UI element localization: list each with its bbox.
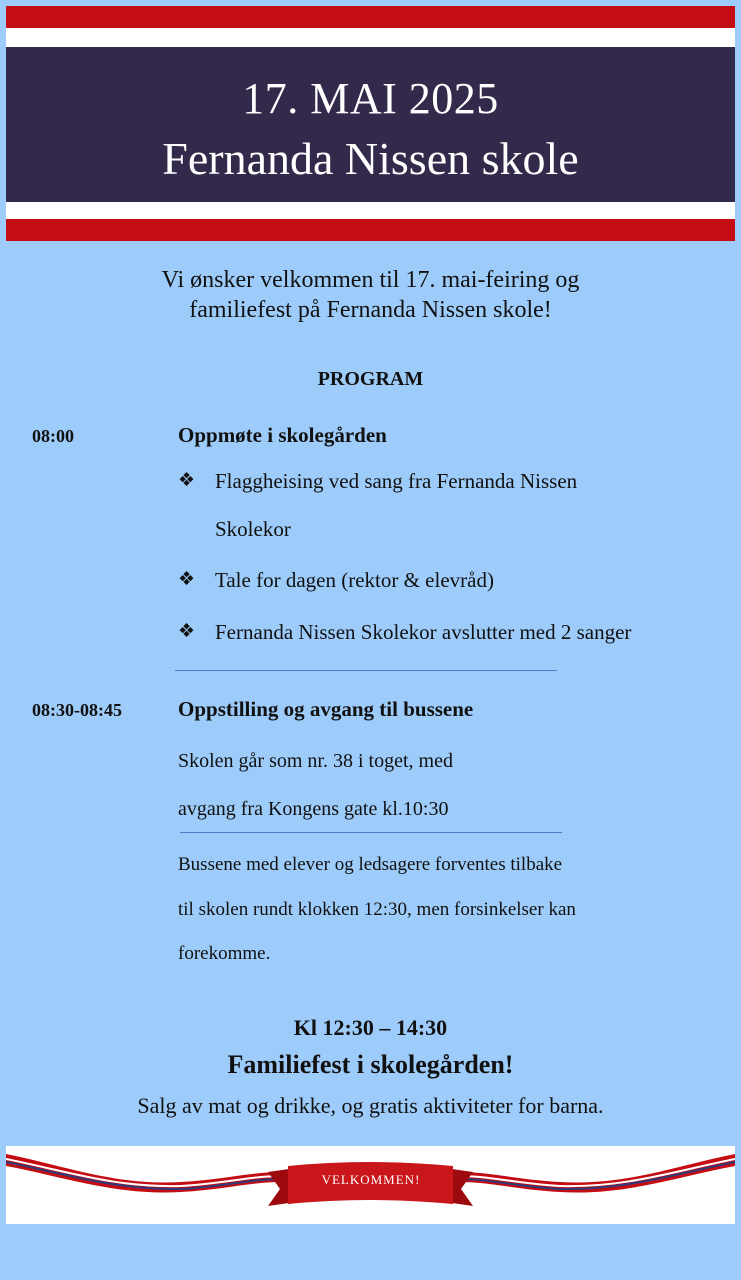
- intro-line-1: Vi ønsker velkommen til 17. mai-feiring og: [161, 267, 580, 293]
- event-time-1: 08:00: [32, 426, 74, 446]
- event-2-paragraph-line: avgang fra Kongens gate kl.10:30: [178, 798, 449, 820]
- event-title-2: Oppstilling og avgang til bussene: [178, 697, 474, 721]
- bullet-diamond-icon: ❖: [178, 569, 196, 590]
- header-title-school: Fernanda Nissen skole: [162, 133, 579, 184]
- event-2-paragraph-line: Skolen går som nr. 38 i toget, med: [178, 750, 453, 772]
- top-white-stripe: [6, 28, 735, 47]
- event-title-1: Oppmøte i skolegården: [178, 423, 387, 447]
- event-2-note-line: forekomme.: [178, 943, 271, 964]
- event-2-note-line: til skolen rundt klokken 12:30, men forsinkelser kan: [178, 899, 576, 920]
- family-title: Familiefest i skolegården!: [227, 1050, 514, 1079]
- program-heading: PROGRAM: [317, 368, 424, 390]
- section-divider: [175, 670, 557, 671]
- intro-text: [0, 265, 741, 325]
- intro-line-2: familiefest på Fernanda Nissen skole!: [189, 297, 552, 323]
- header-title-date: 17. MAI 2025: [242, 74, 499, 123]
- bullet-text: Fernanda Nissen Skolekor avslutter med 2 sanger: [215, 620, 632, 644]
- bullet-diamond-icon: ❖: [178, 621, 196, 642]
- top-red-stripe: [6, 6, 735, 28]
- bullet-diamond-icon: ❖: [178, 470, 196, 491]
- bullet-text: Skolekor: [215, 517, 291, 541]
- bullet-text: Tale for dagen (rektor & elevråd): [215, 568, 494, 592]
- bottom-red-stripe: [6, 219, 735, 241]
- bottom-white-stripe: [6, 202, 735, 219]
- header-banner: [6, 47, 735, 202]
- ribbon-banner: [6, 1146, 735, 1224]
- event-time-2: 08:30-08:45: [32, 700, 122, 720]
- event-2-note-line: Bussene med elever og ledsagere forventes tilbake: [178, 854, 563, 875]
- family-description: Salg av mat og drikke, og gratis aktiviteter for barna.: [137, 1093, 604, 1118]
- family-time: Kl 12:30 – 14:30: [293, 1015, 448, 1040]
- section-divider: [180, 832, 562, 833]
- ribbon-label: VELKOMMEN!: [321, 1172, 421, 1187]
- bullet-text: Flaggheising ved sang fra Fernanda Nissen: [215, 469, 578, 493]
